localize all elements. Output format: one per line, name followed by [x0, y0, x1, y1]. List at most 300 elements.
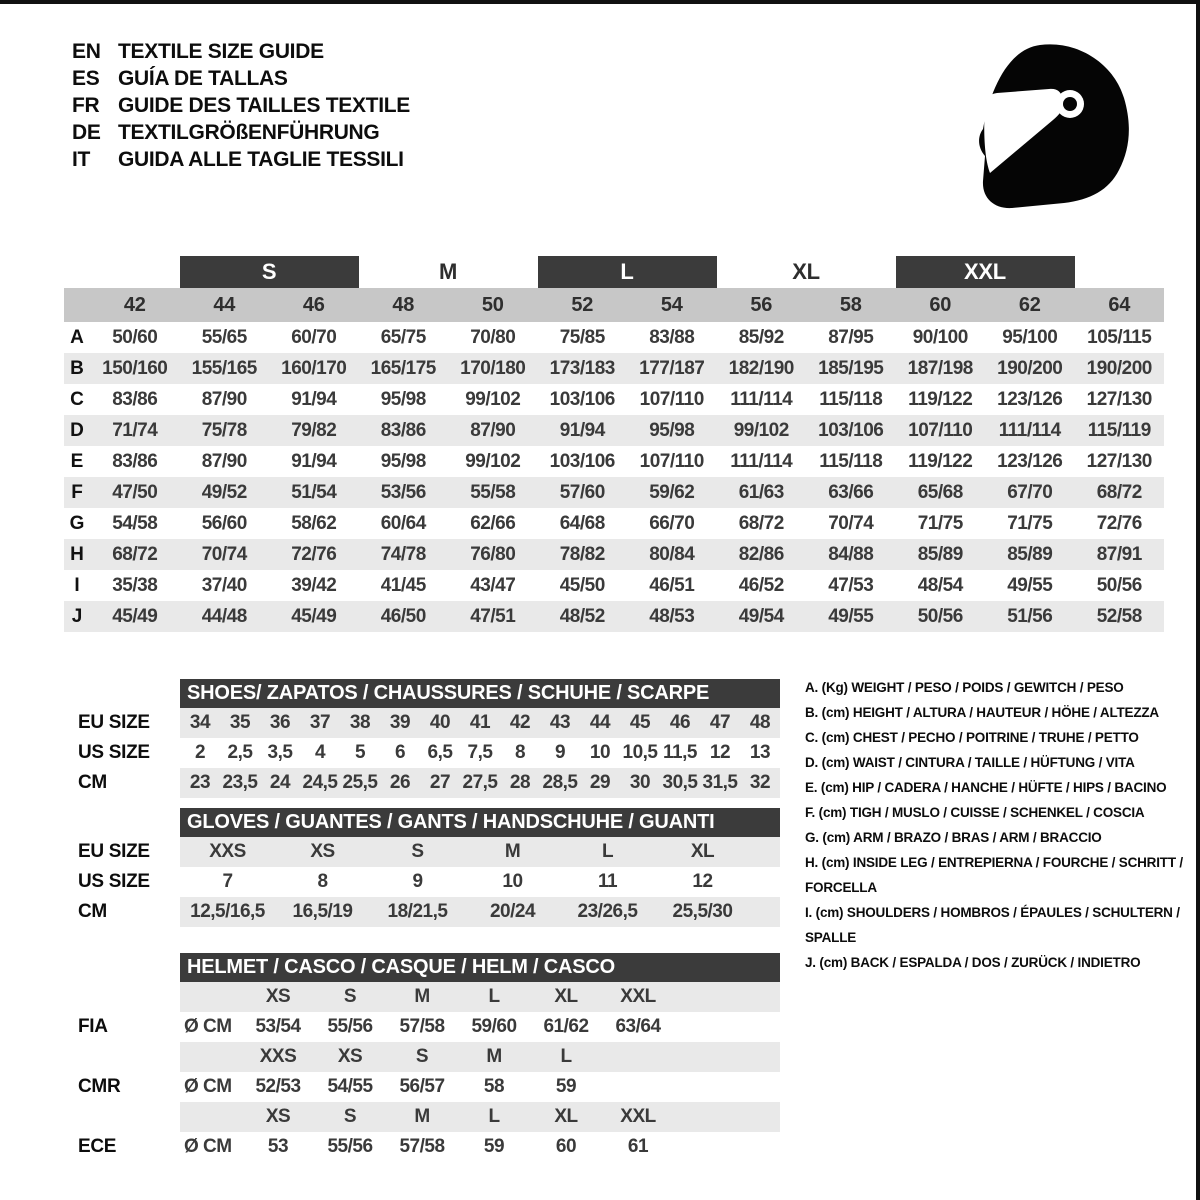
size-value-cell: 85/89	[917, 543, 963, 565]
size-value-cell: 58/62	[291, 512, 337, 534]
helmet-size-value: 56/57	[399, 1076, 445, 1097]
size-value-cell: 45/49	[112, 605, 158, 627]
size-value-cell: 59/62	[649, 481, 695, 503]
row-letter: E	[70, 450, 84, 472]
size-value-cell: 95/98	[380, 388, 426, 410]
size-value-cell: 49/52	[201, 481, 247, 503]
helmet-values	[180, 1012, 780, 1042]
legend-item: G. (cm) ARM / BRAZO / BRAS / ARM / BRACCIO	[805, 830, 1102, 845]
size-value-cell: 43/47	[470, 574, 516, 596]
size-group-label: M	[438, 259, 458, 284]
size-value-cell: XL	[690, 841, 715, 862]
column-header: 46	[302, 293, 325, 316]
helmet-size-value: 60	[555, 1136, 577, 1157]
column-header: 64	[1108, 293, 1131, 316]
table-row	[64, 601, 1164, 632]
section-data-row	[64, 837, 780, 867]
section-title-row	[64, 807, 780, 837]
size-value-cell: 123/126	[997, 388, 1063, 410]
size-value-cell: 160/170	[281, 357, 347, 379]
column-header: 60	[929, 293, 952, 316]
column-header: 48	[392, 293, 415, 316]
helmet-size-label: M	[414, 1106, 430, 1127]
size-value-cell: 115/118	[819, 388, 883, 410]
size-value-cell: 36	[269, 712, 291, 733]
row-letter: B	[70, 357, 84, 379]
guide-title: TEXTILE SIZE GUIDE	[118, 39, 324, 63]
column-header: 62	[1018, 293, 1041, 316]
table-row	[64, 477, 1164, 508]
section-row-values	[180, 897, 780, 927]
size-value-cell: 61/63	[738, 481, 784, 503]
size-value-cell: XXS	[209, 841, 246, 862]
size-value-cell: 44	[589, 712, 611, 733]
legend-item: H. (cm) INSIDE LEG / ENTREPIERNA / FOURCHE / SCHRITT / FORCELLA	[805, 855, 1183, 895]
section-row-label: EU SIZE	[78, 841, 150, 862]
size-value-cell: 46/51	[649, 574, 695, 596]
size-value-cell: 48/53	[649, 605, 695, 627]
section-data-row	[64, 768, 780, 798]
column-header: 52	[571, 293, 594, 316]
size-value-cell: M	[504, 841, 521, 862]
size-value-cell: 20/24	[489, 901, 536, 922]
section-title: SHOES/ ZAPATOS / CHAUSSURES / SCHUHE / SCARPE	[180, 679, 780, 708]
size-value-cell: 165/175	[370, 357, 436, 379]
legend-item: B. (cm) HEIGHT / ALTURA / HAUTEUR / HÖHE / ALTEZZA	[805, 705, 1159, 720]
size-value-cell: 35	[229, 712, 251, 733]
language-row	[72, 146, 410, 173]
column-header: 54	[660, 293, 683, 316]
language-row	[72, 65, 410, 92]
size-value-cell: 170/180	[460, 357, 526, 379]
table-row	[64, 446, 1164, 477]
helmet-size-label: XXL	[620, 986, 656, 1007]
size-group-label: L	[538, 256, 717, 288]
size-value-cell: 72/76	[1096, 512, 1142, 534]
size-value-cell: 2	[194, 742, 206, 763]
size-value-cell: 60/70	[291, 326, 337, 348]
language-row	[72, 92, 410, 119]
helmet-size-label: XS	[337, 1046, 363, 1067]
helmet-sizes-row	[64, 1042, 780, 1072]
size-value-cell: 85/89	[1007, 543, 1053, 565]
section-row-label: EU SIZE	[78, 712, 150, 733]
size-value-cell: 12	[692, 871, 713, 892]
size-value-cell: 52/58	[1096, 605, 1142, 627]
size-number-header-row	[64, 288, 1164, 322]
size-group-label: XXL	[896, 256, 1075, 288]
helmet-size-label: S	[415, 1046, 429, 1067]
size-value-cell: 56/60	[201, 512, 247, 534]
size-value-cell: 50/60	[112, 326, 158, 348]
section-row-label: US SIZE	[78, 742, 150, 763]
helmet-values	[180, 1132, 780, 1162]
helmet-size-value: 55/56	[327, 1136, 373, 1157]
size-value-cell: 105/115	[1087, 326, 1152, 348]
column-header: 56	[750, 293, 773, 316]
size-value-cell: 79/82	[291, 419, 337, 441]
size-value-cell: 60/64	[380, 512, 426, 534]
row-letter: A	[70, 326, 84, 348]
size-value-cell: 76/80	[470, 543, 516, 565]
section-row-label: CM	[78, 901, 107, 922]
column-header: 58	[839, 293, 862, 316]
section-data-row	[64, 897, 780, 927]
size-group-header-row	[64, 256, 1164, 288]
size-value-cell: 50/56	[917, 605, 963, 627]
language-code: EN	[72, 39, 101, 63]
size-value-cell: 13	[749, 742, 771, 763]
language-row	[72, 38, 410, 65]
section-row-label: CM	[78, 772, 107, 793]
helmet-size-label: L	[488, 1106, 500, 1127]
helmet-size-table	[64, 952, 780, 1162]
helmet-sizes-values	[180, 1102, 780, 1132]
size-value-cell: 127/130	[1086, 450, 1152, 472]
table-row	[64, 415, 1164, 446]
size-value-cell: 2,5	[227, 742, 253, 763]
measurement-legend	[805, 675, 1187, 975]
size-value-cell: 155/165	[191, 357, 257, 379]
size-value-cell: 50/56	[1096, 574, 1142, 596]
size-group-label: XL	[792, 259, 820, 284]
size-value-cell: 115/118	[819, 450, 883, 472]
size-value-cell: 9	[554, 742, 566, 763]
size-value-cell: 23	[189, 772, 211, 793]
size-value-cell: 10	[502, 871, 523, 892]
size-value-cell: 150/160	[102, 357, 168, 379]
size-value-cell: 70/74	[828, 512, 874, 534]
size-value-cell: 111/114	[730, 388, 793, 410]
size-value-cell: 28	[509, 772, 531, 793]
helmet-size-label: L	[560, 1046, 572, 1067]
size-value-cell: 111/114	[730, 450, 793, 472]
size-value-cell: 18/21,5	[387, 901, 448, 922]
standard-label: ECE	[78, 1136, 117, 1157]
size-value-cell: 38	[349, 712, 371, 733]
size-value-cell: 99/102	[733, 419, 789, 441]
table-row	[64, 353, 1164, 384]
size-value-cell: 87/90	[201, 450, 247, 472]
gloves-size-table	[64, 807, 780, 927]
column-header: 42	[123, 293, 146, 316]
size-value-cell: 68/72	[738, 512, 784, 534]
size-value-cell: 62/66	[470, 512, 516, 534]
size-value-cell: 95/100	[1002, 326, 1058, 348]
size-value-cell: 115/119	[1087, 419, 1151, 441]
size-value-cell: 49/55	[828, 605, 874, 627]
size-value-cell: 111/114	[998, 419, 1061, 441]
language-code: FR	[72, 93, 100, 117]
size-value-cell: 65/75	[380, 326, 426, 348]
size-value-cell: 70/74	[201, 543, 247, 565]
size-value-cell: 107/110	[639, 450, 704, 472]
size-value-cell: 12	[709, 742, 731, 763]
helmet-sizes-values	[180, 982, 780, 1012]
size-value-cell: 103/106	[549, 388, 615, 410]
standard-label: FIA	[78, 1016, 108, 1037]
legend-item: F. (cm) TIGH / MUSLO / CUISSE / SCHENKEL / COSCIA	[805, 805, 1145, 820]
size-value-cell: 51/56	[1007, 605, 1053, 627]
row-letter: H	[70, 543, 84, 565]
size-value-cell: 26	[389, 772, 411, 793]
size-value-cell: 46/50	[380, 605, 426, 627]
guide-title: GUÍA DE TALLAS	[118, 66, 288, 90]
diameter-label: Ø CM	[184, 1136, 232, 1157]
size-value-cell: 32	[749, 772, 771, 793]
table-row	[64, 384, 1164, 415]
size-value-cell: 75/78	[201, 419, 247, 441]
section-data-row	[64, 867, 780, 897]
size-value-cell: 35/38	[112, 574, 158, 596]
table-row	[64, 539, 1164, 570]
size-value-cell: 71/75	[917, 512, 963, 534]
size-value-cell: 10,5	[622, 742, 658, 763]
size-value-cell: 78/82	[559, 543, 605, 565]
row-letter: D	[70, 419, 84, 441]
section-title-row	[64, 678, 780, 708]
helmet-size-label: XL	[554, 1106, 578, 1127]
size-value-cell: 85/92	[738, 326, 784, 348]
section-title: HELMET / CASCO / CASQUE / HELM / CASCO	[180, 953, 780, 982]
size-value-cell: 40	[429, 712, 451, 733]
size-value-cell: 7	[222, 871, 233, 892]
size-value-cell: 123/126	[997, 450, 1063, 472]
helmet-values-row	[64, 1012, 780, 1042]
size-value-cell: 23/26,5	[577, 901, 638, 922]
table-row	[64, 570, 1164, 601]
size-value-cell: L	[601, 841, 614, 862]
size-value-cell: 71/75	[1007, 512, 1053, 534]
size-value-cell: 45/50	[559, 574, 605, 596]
size-value-cell: 47/50	[112, 481, 158, 503]
size-value-cell: 43	[549, 712, 571, 733]
size-value-cell: 95/98	[380, 450, 426, 472]
racing-helmet-icon	[972, 36, 1137, 221]
size-group-label: S	[180, 256, 359, 288]
row-letter: J	[71, 605, 83, 627]
row-letter: G	[69, 512, 85, 534]
size-value-cell: 119/122	[908, 450, 973, 472]
size-value-cell: 45	[629, 712, 651, 733]
helmet-size-value: 63/64	[615, 1016, 661, 1037]
size-value-cell: 34	[189, 712, 211, 733]
size-value-cell: 24	[269, 772, 291, 793]
size-value-cell: 28,5	[542, 772, 578, 793]
helmet-size-label: XXL	[620, 1106, 656, 1127]
helmet-size-value: 55/56	[327, 1016, 373, 1037]
size-value-cell: 6,5	[427, 742, 453, 763]
size-value-cell: 119/122	[908, 388, 973, 410]
section-row-values	[180, 867, 780, 897]
size-value-cell: 173/183	[549, 357, 615, 379]
size-value-cell: 66/70	[649, 512, 695, 534]
size-value-cell: 42	[509, 712, 531, 733]
size-value-cell: 8	[317, 871, 328, 892]
helmet-size-label: M	[414, 986, 430, 1007]
helmet-size-label: M	[486, 1046, 502, 1067]
helmet-size-value: 61	[627, 1136, 649, 1157]
size-value-cell: 9	[412, 871, 423, 892]
size-value-cell: 187/198	[907, 357, 973, 379]
legend-item: E. (cm) HIP / CADERA / HANCHE / HÜFTE / HIPS / BACINO	[805, 780, 1167, 795]
size-value-cell: 41	[469, 712, 491, 733]
diameter-label: Ø CM	[184, 1076, 232, 1097]
size-value-cell: 99/102	[465, 388, 521, 410]
size-value-cell: 24,5	[302, 772, 338, 793]
language-code: IT	[72, 147, 91, 171]
size-value-cell: 55/58	[470, 481, 516, 503]
size-value-cell: 99/102	[465, 450, 521, 472]
row-letter: F	[71, 481, 83, 503]
size-value-cell: 39	[389, 712, 411, 733]
size-value-cell: 45/49	[291, 605, 337, 627]
size-value-cell: 190/200	[997, 357, 1063, 379]
size-value-cell: 82/86	[738, 543, 784, 565]
standard-label: CMR	[78, 1076, 121, 1097]
section-row-label: US SIZE	[78, 871, 150, 892]
size-value-cell: 4	[314, 742, 326, 763]
section-data-row	[64, 708, 780, 738]
size-value-cell: 71/74	[112, 419, 158, 441]
language-code: ES	[72, 66, 100, 90]
size-value-cell: 53/56	[380, 481, 426, 503]
size-value-cell: 27,5	[462, 772, 498, 793]
helmet-size-value: 52/53	[255, 1076, 301, 1097]
section-row-values	[180, 768, 780, 798]
size-value-cell: 3,5	[267, 742, 293, 763]
size-value-cell: 48	[749, 712, 771, 733]
size-value-cell: 67/70	[1007, 481, 1053, 503]
size-value-cell: 8	[514, 742, 526, 763]
helmet-values-row	[64, 1132, 780, 1162]
legend-item: C. (cm) CHEST / PECHO / POITRINE / TRUHE / PETTO	[805, 730, 1139, 745]
size-value-cell: 7,5	[467, 742, 493, 763]
shoes-size-table	[64, 678, 780, 798]
section-data-row	[64, 738, 780, 768]
language-row	[72, 119, 410, 146]
language-title-block	[72, 38, 410, 173]
size-value-cell: 84/88	[828, 543, 874, 565]
helmet-size-label: XL	[554, 986, 578, 1007]
size-value-cell: 27	[429, 772, 451, 793]
helmet-size-value: 59	[555, 1076, 577, 1097]
size-value-cell: 107/110	[639, 388, 704, 410]
size-value-cell: 107/110	[908, 419, 973, 441]
size-value-cell: 87/91	[1096, 543, 1142, 565]
size-value-cell: 90/100	[912, 326, 968, 348]
legend-item: D. (cm) WAIST / CINTURA / TAILLE / HÜFTUNG / VITA	[805, 755, 1135, 770]
size-value-cell: 103/106	[549, 450, 615, 472]
row-letter: C	[70, 388, 84, 410]
size-value-cell: 11	[597, 871, 618, 892]
size-value-cell: 68/72	[112, 543, 158, 565]
size-value-cell: 65/68	[917, 481, 963, 503]
helmet-sizes-values	[180, 1042, 780, 1072]
section-title-row	[64, 952, 780, 982]
helmet-size-value: 59/60	[471, 1016, 517, 1037]
helmet-size-label: XXS	[259, 1046, 297, 1067]
size-value-cell: XS	[310, 841, 335, 862]
size-value-cell: 190/200	[1086, 357, 1152, 379]
section-row-values	[180, 738, 780, 768]
helmet-size-value: 53/54	[255, 1016, 301, 1037]
size-value-cell: 87/95	[828, 326, 874, 348]
guide-title: GUIDA ALLE TAGLIE TESSILI	[118, 147, 404, 171]
helmet-values	[180, 1072, 780, 1102]
section-row-values	[180, 708, 780, 738]
helmet-size-label: L	[488, 986, 500, 1007]
size-value-cell: 70/80	[470, 326, 516, 348]
size-value-cell: 29	[589, 772, 611, 793]
size-value-cell: 91/94	[291, 450, 337, 472]
size-value-cell: 127/130	[1086, 388, 1152, 410]
helmet-size-value: 53	[267, 1136, 289, 1157]
language-code: DE	[72, 120, 101, 144]
size-value-cell: 31,5	[702, 772, 738, 793]
helmet-size-value: 61/62	[543, 1016, 589, 1037]
size-value-cell: 80/84	[649, 543, 695, 565]
size-value-cell: 68/72	[1096, 481, 1142, 503]
size-value-cell: 10	[589, 742, 611, 763]
size-value-cell: 30	[629, 772, 651, 793]
size-value-cell: 47	[709, 712, 731, 733]
size-value-cell: 48/52	[559, 605, 605, 627]
size-value-cell: 83/86	[112, 388, 158, 410]
size-value-cell: 185/195	[818, 357, 884, 379]
size-value-cell: 95/98	[649, 419, 695, 441]
size-value-cell: 5	[354, 742, 366, 763]
size-value-cell: 54/58	[112, 512, 158, 534]
helmet-size-label: S	[343, 986, 357, 1007]
column-header: 50	[481, 293, 504, 316]
legend-item: A. (Kg) WEIGHT / PESO / POIDS / GEWITCH / PESO	[805, 680, 1124, 695]
size-value-cell: 46	[669, 712, 691, 733]
helmet-sizes-row	[64, 1102, 780, 1132]
column-header: 44	[213, 293, 236, 316]
size-value-cell: 55/65	[201, 326, 247, 348]
helmet-size-value: 57/58	[399, 1136, 445, 1157]
table-row	[64, 508, 1164, 539]
helmet-sizes-row	[64, 982, 780, 1012]
size-value-cell: 12,5/16,5	[190, 901, 265, 922]
size-value-cell: 87/90	[470, 419, 516, 441]
size-value-cell: 75/85	[559, 326, 605, 348]
size-value-cell: S	[411, 841, 424, 862]
row-letter: I	[74, 574, 80, 596]
helmet-size-label: S	[343, 1106, 357, 1127]
size-value-cell: 91/94	[291, 388, 337, 410]
helmet-size-value: 59	[483, 1136, 505, 1157]
size-value-cell: 177/187	[639, 357, 705, 379]
guide-title: TEXTILGRÖßENFÜHRUNG	[118, 120, 380, 144]
size-value-cell: 23,5	[222, 772, 258, 793]
size-value-cell: 39/42	[291, 574, 337, 596]
size-value-cell: 25,5	[342, 772, 378, 793]
section-row-values	[180, 837, 780, 867]
helmet-size-label: XS	[265, 986, 291, 1007]
size-value-cell: 91/94	[559, 419, 605, 441]
size-value-cell: 83/88	[649, 326, 695, 348]
size-value-cell: 51/54	[291, 481, 337, 503]
legend-item: J. (cm) BACK / ESPALDA / DOS / ZURÜCK / INDIETRO	[805, 955, 1141, 970]
size-value-cell: 37/40	[201, 574, 247, 596]
size-value-cell: 72/76	[291, 543, 337, 565]
size-value-cell: 87/90	[201, 388, 247, 410]
size-value-cell: 41/45	[380, 574, 426, 596]
size-value-cell: 63/66	[828, 481, 874, 503]
size-value-cell: 49/54	[738, 605, 784, 627]
